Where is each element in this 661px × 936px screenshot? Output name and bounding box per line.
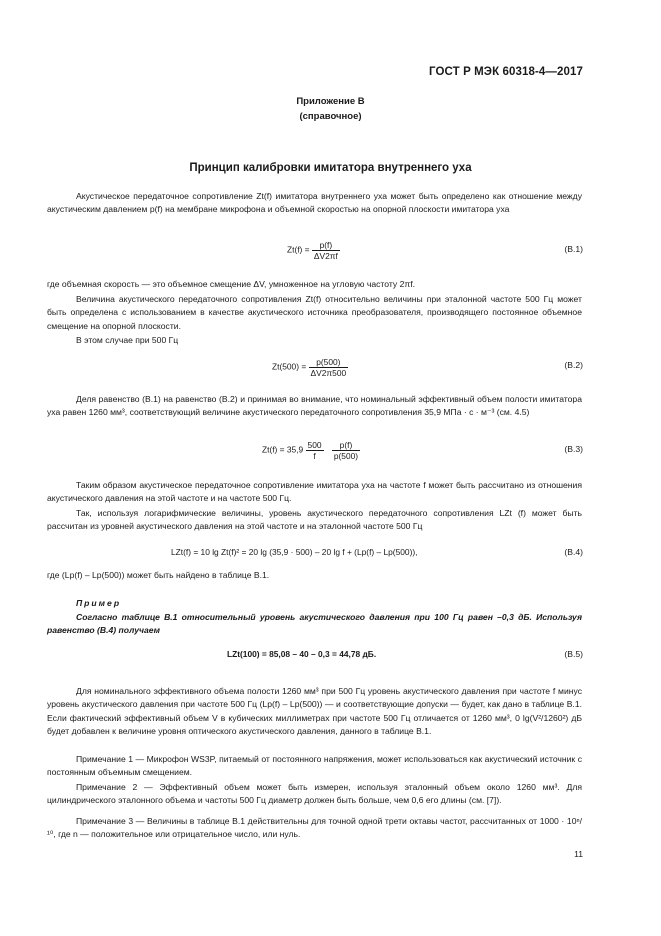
formula-b1-numerator: p(f) bbox=[312, 240, 340, 251]
equation-number-b4: (В.4) bbox=[564, 547, 583, 557]
formula-b3-numerator-1: 500 bbox=[307, 440, 322, 450]
formula-b3-fraction-2 bbox=[332, 440, 360, 461]
formula-b3-numerator-2: p(f) bbox=[332, 440, 360, 451]
formula-b2-denominator: ΔV2π500 bbox=[310, 368, 347, 378]
annex-title: Приложение В bbox=[296, 96, 365, 107]
formula-b2-fraction bbox=[309, 357, 349, 378]
section-title: Принцип калибровки имитатора внутреннего уха bbox=[189, 162, 472, 174]
equation-number-b1: (В.1) bbox=[564, 244, 583, 254]
note-3: Примечание 3 — Величины в таблице В.1 действительны для точной одной трети октавы частот, рассчитанных от 1000 · 10ⁿ/¹⁰, где n — положительное или отрицательное число, или нуль. bbox=[47, 816, 582, 840]
equation-number-b2: (В.2) bbox=[564, 360, 583, 370]
formula-b4: LZt(f) = 10 lg Zt(f)² = 20 lg (35,9 · 500) – 20 lg f + (Lp(f) – Lp(500)), bbox=[171, 547, 418, 557]
formula-b1 bbox=[287, 240, 340, 261]
formula-b3-denominator-2: p(500) bbox=[333, 451, 359, 461]
paragraph-8: где (Lp(f) – Lp(500)) может быть найдено в таблице В.1. bbox=[47, 570, 270, 580]
paragraph-3: Величина акустического передаточного сопротивления Zt(f) относительно величины при эталонной частоте 500 Гц может быть определена с использованием в качестве акустического источника преобразователя, производящего постоянное объемное смещение на опорной плоскости. bbox=[47, 294, 582, 331]
equation-number-b3: (В.3) bbox=[564, 444, 583, 454]
formula-b2-lhs: Zt(500) = bbox=[272, 361, 307, 372]
equation-number-b5: (В.5) bbox=[564, 649, 583, 659]
paragraph-5: Деля равенство (В.1) на равенство (В.2) и принимая во внимание, что номинальный эффективный объем полости имитатора уха равен 1260 мм³, соответствующий величине акустического передаточного сопротивления 35,9 МПа · с · м⁻³ (см. 4.5) bbox=[47, 394, 582, 418]
example-text: Согласно таблице В.1 относительный уровень акустического давления при 100 Гц равен –0,3 дБ. Используя равенство (В.4) получаем bbox=[47, 612, 582, 636]
note-2: Примечание 2 — Эффективный объем может быть измерен, используя эталонный объем около 1260 мм³. Для цилиндрического эталонного объема и частоты 500 Гц диаметр должен быть больше, чем 0,6 его длины (см. [7]). bbox=[47, 782, 582, 806]
formula-b2-numerator: p(500) bbox=[309, 357, 349, 368]
page-number: 11 bbox=[574, 849, 583, 859]
formula-b1-denominator: ΔV2πf bbox=[313, 251, 338, 261]
annex-subtitle: (справочное) bbox=[299, 111, 362, 122]
formula-b3-fraction-1 bbox=[306, 440, 324, 461]
formula-b3-lhs: Zt(f) = 35,9 bbox=[262, 444, 304, 455]
formula-b5: LZt(100) = 85,08 – 40 – 0,3 = 44,78 дБ. bbox=[227, 649, 377, 659]
paragraph-1: Акустическое передаточное сопротивление Zt(f) имитатора внутреннего уха может быть определено как отношение между акустическим давлением p(f) на мембране микрофона и объемной скоростью на опорной плоскости имитатора уха bbox=[47, 191, 582, 215]
paragraph-6: Таким образом акустическое передаточное сопротивление имитатора уха на частоте f может быть рассчитано из отношения акустического давления на этой частоте и на частоте 500 Гц. bbox=[47, 480, 582, 504]
formula-b3-denominator-1: f bbox=[313, 451, 316, 461]
standard-header: ГОСТ Р МЭК 60318-4—2017 bbox=[429, 66, 583, 78]
paragraph-4: В этом случае при 500 Гц bbox=[76, 335, 179, 345]
formula-b1-fraction bbox=[312, 240, 340, 261]
formula-b2 bbox=[272, 357, 348, 378]
paragraph-7: Так, используя логарифмические величины, уровень акустического передаточного сопротивления LZt (f) может быть рассчитан из уровней акустического давления на этой частоте и на эталонной частоте 500 Гц bbox=[47, 508, 582, 532]
paragraph-9: Для номинального эффективного объема полости 1260 мм³ при 500 Гц уровень акустического давления при частоте f минус уровень акустического давления при частоте 500 Гц (Lp(f) – Lp(500)) — и соответствующие допуски — будет, как дано в таблице В.1. Если фактический эффективный объем V в кубических миллиметрах при частоте 500 Гц отличается от 1260 мм³, 0 lg(V²/1260²) дБ будет добавлен к величине уровня оптического акустического давления, данного в таблице В.1. bbox=[47, 686, 582, 737]
paragraph-2: где объемная скорость — это объемное смещение ΔV, умноженное на угловую частоту 2πf. bbox=[47, 279, 416, 289]
example-heading: Пример bbox=[76, 598, 122, 608]
formula-b1-lhs: Zt(f) = bbox=[287, 244, 310, 255]
note-1: Примечание 1 — Микрофон WS3P, питаемый от постоянного напряжения, может использоваться как акустический источник с постоянным объемным смещением. bbox=[47, 754, 582, 778]
formula-b3 bbox=[262, 440, 360, 461]
annex-heading bbox=[0, 94, 661, 124]
